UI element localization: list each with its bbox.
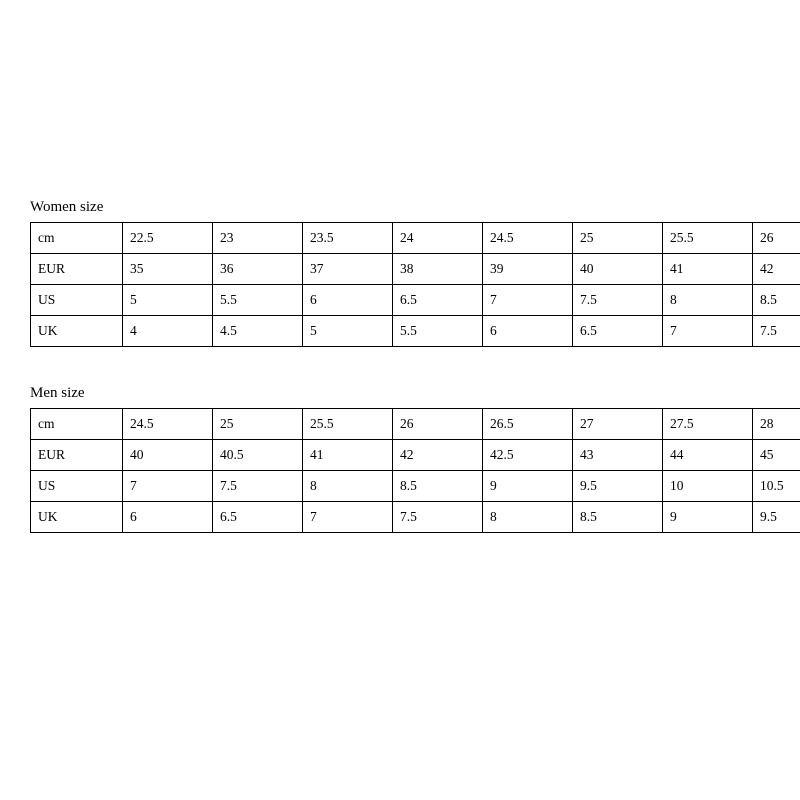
cell-value: 40 bbox=[123, 440, 213, 471]
cell-value: 41 bbox=[303, 440, 393, 471]
cell-value: 38 bbox=[393, 254, 483, 285]
cell-value: 23 bbox=[213, 223, 303, 254]
cell-value: 40.5 bbox=[213, 440, 303, 471]
cell-value: 42 bbox=[393, 440, 483, 471]
cell-value: 4 bbox=[123, 316, 213, 347]
cell-value: 7 bbox=[483, 285, 573, 316]
cell-value: 8 bbox=[303, 471, 393, 502]
table-row bbox=[31, 285, 800, 316]
cell-value: 7 bbox=[123, 471, 213, 502]
cell-value: 9 bbox=[483, 471, 573, 502]
cell-value: 9.5 bbox=[573, 471, 663, 502]
cell-value: 27 bbox=[573, 409, 663, 440]
table-row bbox=[31, 471, 800, 502]
men-size-title: Men size bbox=[30, 385, 85, 401]
men-size-table bbox=[30, 408, 800, 533]
cell-value: 8.5 bbox=[393, 471, 483, 502]
cell-value: 26 bbox=[393, 409, 483, 440]
row-label-eur: EUR bbox=[31, 254, 123, 285]
cell-value: 7.5 bbox=[573, 285, 663, 316]
women-size-table bbox=[30, 222, 800, 347]
women-size-title: Women size bbox=[30, 199, 104, 215]
cell-value: 39 bbox=[483, 254, 573, 285]
row-label-us: US bbox=[31, 285, 123, 316]
cell-value: 5.5 bbox=[213, 285, 303, 316]
cell-value: 41 bbox=[663, 254, 753, 285]
table-row bbox=[31, 223, 800, 254]
table-row bbox=[31, 409, 800, 440]
table-row bbox=[31, 440, 800, 471]
cell-value: 6 bbox=[483, 316, 573, 347]
row-label-uk: UK bbox=[31, 316, 123, 347]
row-label-us: US bbox=[31, 471, 123, 502]
cell-value: 27.5 bbox=[663, 409, 753, 440]
cell-value: 8.5 bbox=[573, 502, 663, 533]
cell-value: 35 bbox=[123, 254, 213, 285]
cell-value: 6.5 bbox=[393, 285, 483, 316]
cell-value: 7.5 bbox=[213, 471, 303, 502]
cell-value: 9 bbox=[663, 502, 753, 533]
cell-value: 28 bbox=[753, 409, 800, 440]
cell-value: 5 bbox=[123, 285, 213, 316]
cell-value: 44 bbox=[663, 440, 753, 471]
cell-value: 7.5 bbox=[393, 502, 483, 533]
cell-value: 7 bbox=[303, 502, 393, 533]
cell-value: 6.5 bbox=[213, 502, 303, 533]
row-label-cm: cm bbox=[31, 409, 123, 440]
cell-value: 24.5 bbox=[123, 409, 213, 440]
cell-value: 26 bbox=[753, 223, 800, 254]
cell-value: 7 bbox=[663, 316, 753, 347]
cell-value: 8 bbox=[483, 502, 573, 533]
cell-value: 40 bbox=[573, 254, 663, 285]
cell-value: 23.5 bbox=[303, 223, 393, 254]
cell-value: 37 bbox=[303, 254, 393, 285]
women-size-section bbox=[30, 198, 777, 347]
row-label-cm: cm bbox=[31, 223, 123, 254]
cell-value: 6 bbox=[303, 285, 393, 316]
cell-value: 42 bbox=[753, 254, 800, 285]
cell-value: 24 bbox=[393, 223, 483, 254]
cell-value: 10 bbox=[663, 471, 753, 502]
cell-value: 25 bbox=[213, 409, 303, 440]
cell-value: 36 bbox=[213, 254, 303, 285]
row-label-eur: EUR bbox=[31, 440, 123, 471]
cell-value: 10.5 bbox=[753, 471, 800, 502]
cell-value: 22.5 bbox=[123, 223, 213, 254]
row-label-uk: UK bbox=[31, 502, 123, 533]
cell-value: 43 bbox=[573, 440, 663, 471]
table-row bbox=[31, 316, 800, 347]
cell-value: 5 bbox=[303, 316, 393, 347]
cell-value: 4.5 bbox=[213, 316, 303, 347]
cell-value: 25.5 bbox=[663, 223, 753, 254]
cell-value: 7.5 bbox=[753, 316, 800, 347]
table-row bbox=[31, 254, 800, 285]
cell-value: 5.5 bbox=[393, 316, 483, 347]
cell-value: 8 bbox=[663, 285, 753, 316]
cell-value: 26.5 bbox=[483, 409, 573, 440]
cell-value: 24.5 bbox=[483, 223, 573, 254]
table-row bbox=[31, 502, 800, 533]
cell-value: 25.5 bbox=[303, 409, 393, 440]
men-size-section bbox=[30, 384, 784, 533]
cell-value: 8.5 bbox=[753, 285, 800, 316]
cell-value: 6.5 bbox=[573, 316, 663, 347]
cell-value: 42.5 bbox=[483, 440, 573, 471]
cell-value: 6 bbox=[123, 502, 213, 533]
cell-value: 45 bbox=[753, 440, 800, 471]
cell-value: 9.5 bbox=[753, 502, 800, 533]
cell-value: 25 bbox=[573, 223, 663, 254]
